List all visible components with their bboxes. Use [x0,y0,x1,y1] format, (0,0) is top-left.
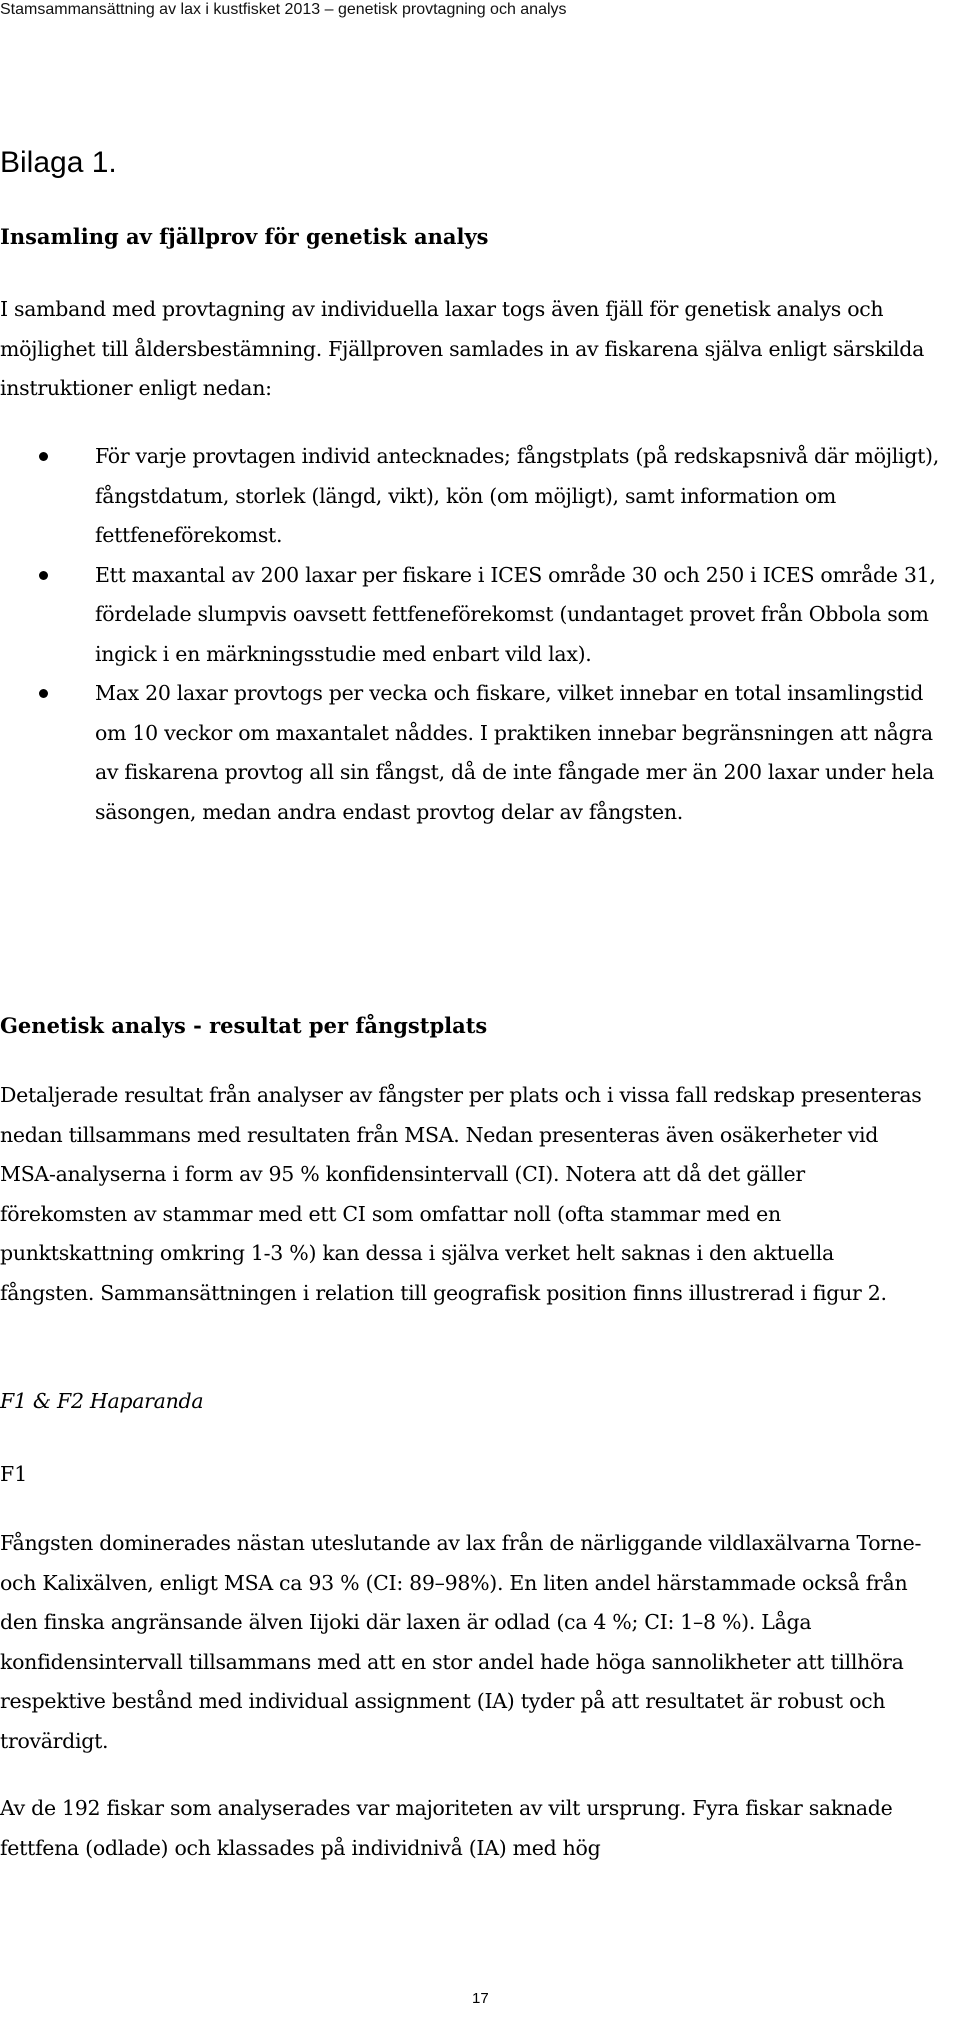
list-item [0,437,940,556]
list-item [0,556,940,675]
bullet-icon [39,571,48,580]
list-item-text: Max 20 laxar provtogs per vecka och fiskare, vilket innebar en total insamlingstid om 10 veckor om maxantalet nåddes. I praktiken innebar begränsningen att några av fiskarena provtog all sin fångst, då de inte fångade mer än 200 laxar under hela säsongen, medan andra endast provtog delar av fångsten. [95,681,935,824]
list-item-text: Ett maxantal av 200 laxar per fiskare i ICES område 30 och 250 i ICES område 31, fördelade slumpvis oavsett fettfeneförekomst (undantaget provet från Obbola som ingick i en märkningsstudie med enbart vild lax). [95,562,936,666]
bullet-icon [39,452,48,461]
running-header: Stamsammansättning av lax i kustfisket 2013 – genetisk provtagning och analys [0,1,567,18]
list-item-text: För varje provtagen individ antecknades; fångstplats (på redskapsnivå där möjligt), fångstdatum, storlek (längd, vikt), kön (om möjligt), samt information om fettfeneförekomst. [95,444,939,547]
bullet-icon [39,689,48,698]
list-item [0,674,940,832]
site-label-f1: F1 [0,1462,28,1486]
page-number: 17 [472,1990,489,2007]
section-heading-results: Genetisk analys - resultat per fångstplats [0,1013,488,1038]
section-intro-sampling: I samband med provtagning av individuella laxar togs även fjäll för genetisk analys och möjlighet till åldersbestämning. Fjällproven samlades in av fiskarena själva enligt särskilda instruktioner enligt nedan: [0,297,925,400]
paragraph-f1-results: Fångsten dominerades nästan uteslutande av lax från de närliggande vildlaxälvarna Torne- och Kalixälven, enligt MSA ca 93 % (CI: 89–98%). En liten andel härstammade också från den finska angränsande älven Iijoki där laxen är odlad (ca 4 %; CI: 1–8 %). Låga konfidensintervall tillsammans med att en stor andel hade höga sannolikheter att tillhöra respektive bestånd med individual assignment (IA) tyder på att resultatet är robust och trovärdigt. [0,1531,922,1753]
appendix-label: Bilaga 1. [0,146,117,179]
section-heading-sampling: Insamling av fjällprov för genetisk analys [0,224,489,249]
section-intro-results: Detaljerade resultat från analyser av fångster per plats och i vissa fall redskap presenteras nedan tillsammans med resultaten från MSA. Nedan presenteras även osäkerheter vid MSA-analyserna i form av 95 % konfidensintervall (CI). Notera att då det gäller förekomsten av stammar med ett CI som omfattar noll (ofta stammar med en punktskattning omkring 1-3 %) kan dessa i själva verket helt saknas i den aktuella fångsten. Sammansättningen i relation till geografisk position finns illustrerad i figur 2. [0,1083,922,1305]
instruction-list [0,437,940,832]
paragraph-f1-origin: Av de 192 fiskar som analyserades var majoriteten av vilt ursprung. Fyra fiskar saknade fettfena (odlade) och klassades på individnivå (IA) med hög [0,1796,893,1860]
subheading-haparanda: F1 & F2 Haparanda [0,1389,204,1413]
